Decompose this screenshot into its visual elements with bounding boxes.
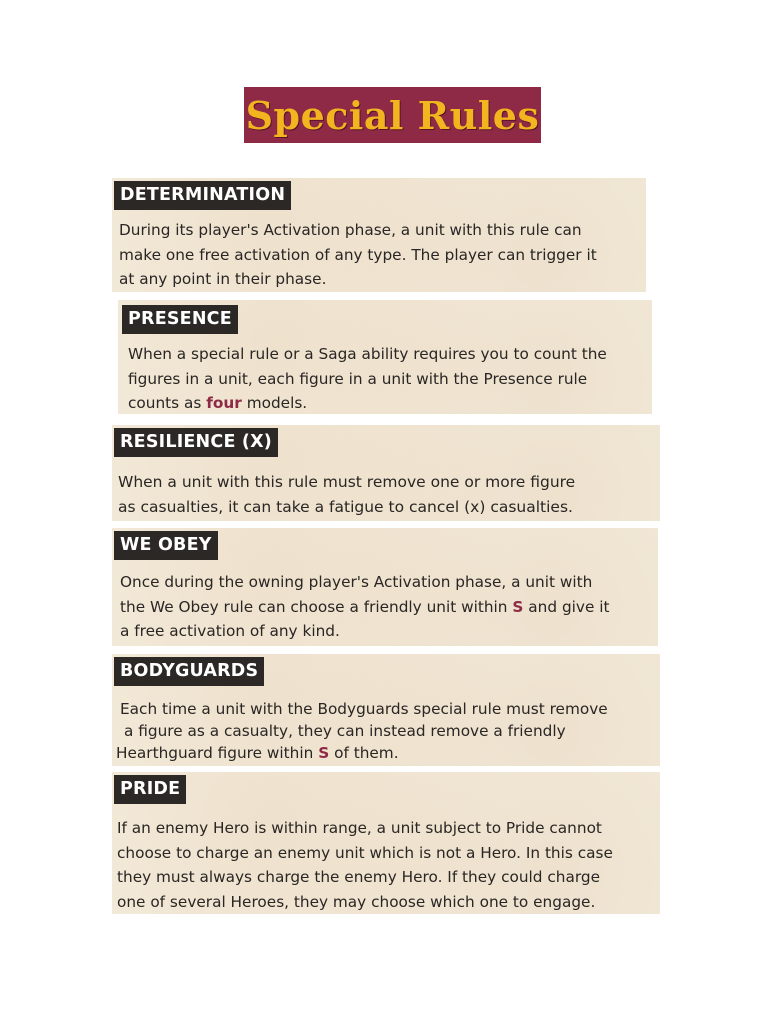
rule-line: at any point in their phase. — [119, 270, 327, 288]
rule-heading: WE OBEY — [114, 531, 218, 560]
rule-line: During its player's Activation phase, a unit with this rule can — [119, 221, 582, 239]
rule-bodyguards — [112, 654, 660, 766]
highlight-word: four — [206, 394, 242, 412]
line-part: of them. — [334, 744, 399, 762]
rule-line — [116, 742, 608, 764]
rule-line: a free activation of any kind. — [120, 622, 340, 640]
range-s-icon: S — [512, 597, 524, 616]
rule-line: When a special rule or a Saga ability requires you to count the — [128, 345, 607, 363]
rule-line: choose to charge an enemy unit which is not a Hero. In this case — [117, 843, 613, 862]
line-part: models. — [246, 394, 308, 412]
title-banner — [244, 87, 541, 143]
rule-text — [118, 470, 575, 519]
rule-text — [117, 816, 613, 914]
line-part: Hearthguard figure within — [116, 744, 314, 762]
rule-line: one of several Heroes, they may choose which one to engage. — [117, 892, 596, 911]
rule-line — [120, 595, 609, 620]
rule-line: a figure as a casualty, they can instead remove a friendly — [124, 722, 566, 740]
rule-line: as casualties, it can take a fatigue to cancel (x) casualties. — [118, 497, 573, 516]
rule-line: they must always charge the enemy Hero. If they could charge — [117, 868, 600, 886]
line-part: the We Obey rule can choose a friendly unit within — [120, 597, 508, 616]
rule-line: Each time a unit with the Bodyguards special rule must remove — [120, 700, 608, 718]
rule-pride — [112, 772, 660, 914]
rule-text — [120, 570, 609, 644]
rule-heading: PRESENCE — [122, 305, 238, 334]
rule-text — [116, 698, 608, 764]
rule-determination — [112, 178, 646, 292]
rule-we-obey — [112, 528, 658, 646]
rule-heading: RESILIENCE (X) — [114, 428, 278, 457]
rule-text — [128, 342, 607, 416]
page-title: Special Rules — [245, 92, 540, 138]
line-part: and give it — [528, 597, 610, 616]
rule-heading: DETERMINATION — [114, 181, 291, 210]
rule-line — [128, 391, 607, 416]
range-s-icon: S — [318, 744, 330, 762]
rule-line: When a unit with this rule must remove one or more figure — [118, 473, 576, 491]
rule-line: If an enemy Hero is within range, a unit subject to Pride cannot — [117, 819, 602, 837]
rule-heading: PRIDE — [114, 775, 186, 804]
rule-text — [119, 218, 597, 292]
rule-line: make one free activation of any type. The player can trigger it — [119, 245, 597, 264]
rule-heading: BODYGUARDS — [114, 657, 264, 686]
rule-line: figures in a unit, each figure in a unit with the Presence rule — [128, 369, 588, 388]
line-part: counts as — [128, 394, 202, 412]
rule-presence — [118, 300, 652, 414]
rule-line: Once during the owning player's Activation phase, a unit with — [120, 573, 593, 591]
rule-resilience — [112, 425, 660, 521]
